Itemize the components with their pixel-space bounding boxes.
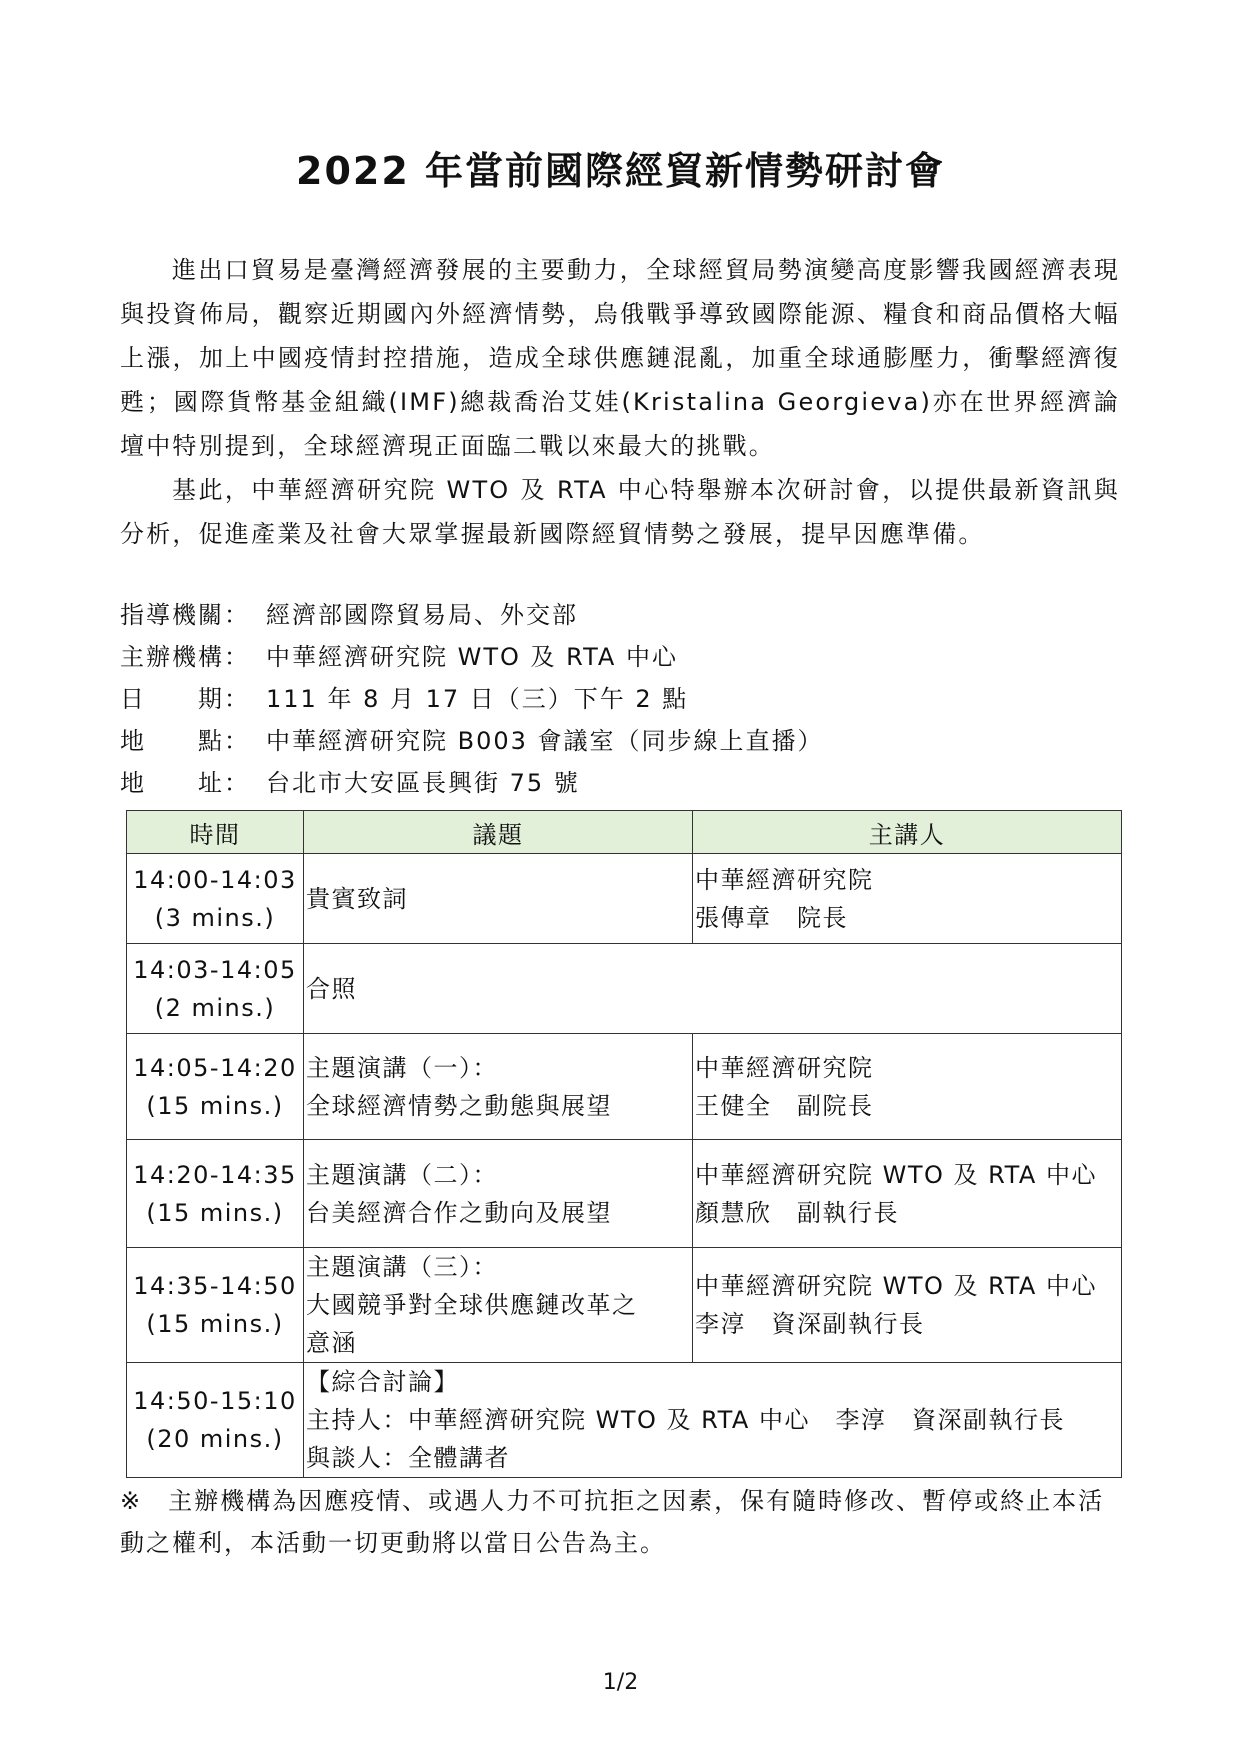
time-range: 14:20-14:35 [133,1160,297,1189]
topic-line: 主題演講（二）： [306,1160,498,1189]
table-row [127,854,1122,944]
topic-cell [304,944,1122,1034]
topic-line: 大國競爭對全球供應鏈改革之 [306,1291,638,1319]
topic-line: 【綜合討論】 [306,1368,459,1396]
speaker-line: 顏慧欣 副執行長 [695,1198,899,1227]
speaker-line: 中華經濟研究院 [695,1053,874,1082]
info-value: 台北市大安區長興街 75 號 [266,769,580,797]
info-label: 指導機關： [120,601,250,629]
time-duration: (2 mins.) [154,993,276,1022]
time-duration: (3 mins.) [154,903,276,932]
schedule-table [126,810,1122,1478]
speaker-cell [693,1034,1122,1140]
schedule-header-row [127,811,1122,854]
topic-line: 全球經濟情勢之動態與展望 [306,1091,612,1120]
info-value: 中華經濟研究院 B003 會議室（同步線上直播） [266,727,824,755]
table-row [127,1248,1122,1363]
info-row-venue [120,720,1120,762]
topic-cell [304,1363,1122,1478]
speaker-line: 中華經濟研究院 WTO 及 RTA 中心 [695,1272,1097,1300]
info-value: 中華經濟研究院 WTO 及 RTA 中心 [266,643,678,671]
time-duration: (15 mins.) [146,1091,284,1120]
topic-line: 主持人：中華經濟研究院 WTO 及 RTA 中心 李淳 資深副執行長 [306,1406,1065,1434]
time-range: 14:05-14:20 [133,1053,297,1082]
time-range: 14:50-15:10 [133,1387,297,1415]
topic-cell [304,854,693,944]
page-title: 2022 年當前國際經貿新情勢研討會 [296,149,945,193]
speaker-cell [693,1140,1122,1248]
topic-line: 與談人：全體講者 [306,1444,510,1472]
info-row-date [120,678,1120,720]
time-duration: (15 mins.) [146,1198,284,1227]
page-number: 1/2 [602,1670,639,1695]
time-duration: (20 mins.) [146,1425,284,1453]
time-duration: (15 mins.) [146,1310,284,1338]
time-cell [127,854,304,944]
time-cell [127,944,304,1034]
topic-line: 主題演講（三）： [306,1253,498,1281]
header-time: 時間 [127,811,304,854]
event-info [120,594,1120,804]
topic-cell [304,1140,693,1248]
topic-line: 意涵 [306,1329,357,1357]
speaker-line: 張傳章 院長 [695,903,848,932]
time-cell [127,1140,304,1248]
time-cell [127,1363,304,1478]
time-range: 14:03-14:05 [133,955,297,984]
info-row-host [120,636,1120,678]
time-cell [127,1034,304,1140]
topic-line: 合照 [306,974,357,1003]
speaker-cell [693,854,1122,944]
table-row [127,1140,1122,1248]
topic-cell [304,1248,693,1363]
time-cell [127,1248,304,1363]
speaker-cell [693,1248,1122,1363]
table-row [127,1363,1122,1478]
info-row-organizer-guide [120,594,1120,636]
speaker-line: 中華經濟研究院 WTO 及 RTA 中心 [695,1160,1097,1189]
info-value: 經濟部國際貿易局、外交部 [266,601,578,629]
topic-cell [304,1034,693,1140]
topic-line: 主題演講（一）： [306,1053,498,1082]
header-topic: 議題 [304,811,693,854]
info-value: 111 年 8 月 17 日（三）下午 2 點 [266,685,689,713]
purpose-paragraph: 基此，中華經濟研究院 WTO 及 RTA 中心特舉辦本次研討會，以提供最新資訊與分析，促進產業及社會大眾掌握最新國際經貿情勢之發展，提早因應準備。 [120,476,1120,548]
time-range: 14:35-14:50 [133,1272,297,1300]
table-row [127,1034,1122,1140]
time-range: 14:00-14:03 [133,865,297,894]
header-speaker: 主講人 [693,811,1122,854]
speaker-line: 李淳 資深副執行長 [695,1310,925,1338]
info-label: 日 期： [120,685,250,713]
speaker-line: 王健全 副院長 [695,1091,874,1120]
info-label: 地 點： [120,727,250,755]
table-row [127,944,1122,1034]
intro-paragraph: 進出口貿易是臺灣經濟發展的主要動力，全球經貿局勢演變高度影響我國經濟表現與投資佈局，觀察近期國內外經濟情勢，烏俄戰爭導致國際能源、糧食和商品價格大幅上漲，加上中國疫情封控措施，造成全球供應鏈混亂，加重全球通膨壓力，衝擊經濟復甦；國際貨幣基金組織(IMF)總裁喬治艾娃(Kristalina Georgieva)亦在世界經濟論壇中特別提到，全球經濟現正面臨二戰以來最大的挑戰。 [120,256,1120,460]
info-label: 主辦機構： [120,643,250,671]
topic-line: 貴賓致詞 [306,884,408,913]
notice-text: ※ 主辦機構為因應疫情、或遇人力不可抗拒之因素，保有隨時修改、暫停或終止本活動之權利，本活動一切更動將以當日公告為主。 [120,1487,1105,1557]
topic-line: 台美經濟合作之動向及展望 [306,1198,612,1227]
speaker-line: 中華經濟研究院 [695,865,874,894]
info-row-address [120,762,1120,804]
info-label: 地 址： [120,769,250,797]
